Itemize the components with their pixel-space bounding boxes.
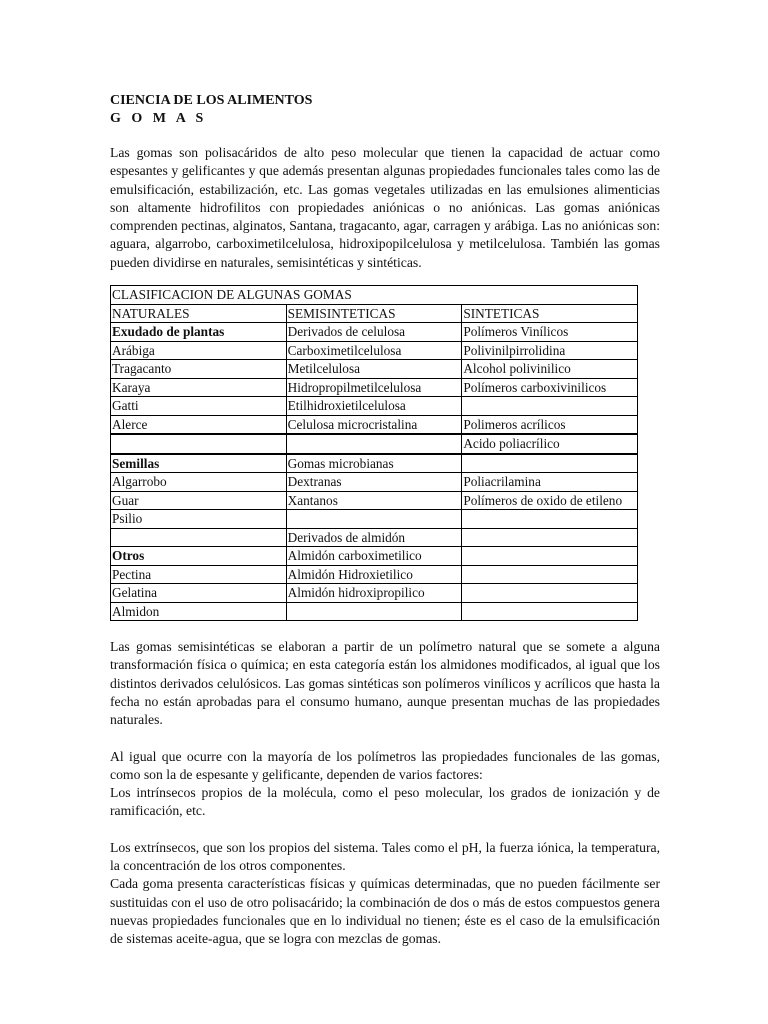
table-header-row [111, 304, 638, 323]
table-row [111, 323, 638, 342]
table-cell: Acido poliacrílico [462, 434, 638, 454]
table-cell [462, 565, 638, 584]
table-row [111, 341, 638, 360]
table-cell: Almidón carboximetilico [286, 547, 462, 566]
table-row [111, 473, 638, 492]
document-page [110, 92, 660, 949]
table-cell [286, 510, 462, 529]
table-cell [286, 434, 462, 454]
table-row [111, 528, 638, 547]
table-cell: Metilcelulosa [286, 360, 462, 379]
table-row [111, 510, 638, 529]
table-cell: Tragacanto [111, 360, 287, 379]
document-title: CIENCIA DE LOS ALIMENTOS [110, 93, 313, 108]
table-cell: Arábiga [111, 341, 287, 360]
paragraph-extrinsic: Los extrínsecos, que son los propios del sistema. Tales como el pH, la fuerza iónica, la temperatura, la concentración de los otros componentes. [110, 839, 660, 874]
table-cell: Karaya [111, 378, 287, 397]
table-cell: Polímeros carboxivinilicos [462, 378, 638, 397]
paragraph-intrinsic: Los intrínsecos propios de la molécula, como el peso molecular, los grados de ionización y de ramificación, etc. [110, 785, 660, 819]
table-cell: Gatti [111, 397, 287, 416]
table-cell: Hidropropilmetilcelulosa [286, 378, 462, 397]
table-row [111, 378, 638, 397]
table-cell: Polímeros Vinílicos [462, 323, 638, 342]
table-cell [111, 434, 287, 454]
paragraph-gap [110, 821, 660, 839]
table-cell: Carboximetilcelulosa [286, 341, 462, 360]
table-cell [462, 528, 638, 547]
gums-classification-table [110, 285, 638, 621]
table-cell [462, 547, 638, 566]
table-cell: Gomas microbianas [286, 454, 462, 473]
table-cell: Xantanos [286, 491, 462, 510]
header-naturales: NATURALES [111, 304, 287, 323]
table-row [111, 415, 638, 434]
table-cell: Derivados de almidón [286, 528, 462, 547]
header-sinteticas: SINTETICAS [462, 304, 638, 323]
table-cell [462, 397, 638, 416]
table-cell: Dextranas [286, 473, 462, 492]
table-row [111, 434, 638, 454]
table-row [111, 602, 638, 621]
table-cell: Etilhidroxietilcelulosa [286, 397, 462, 416]
table-row [111, 397, 638, 416]
paragraph-combination: Cada goma presenta características físicas y químicas determinadas, que no pueden fácilmente ser sustituidas con el uso de otro polisacárido; la combinación de dos o más de estos compuestos genera nuevas propiedades funcionales que en lo individual no tienen; éste es el caso de la emulsificación de sistemas aceite-agua, que se logra con mezclas de gomas. [110, 876, 660, 947]
table-cell: Pectina [111, 565, 287, 584]
table-row [111, 491, 638, 510]
table-cell: Alerce [111, 415, 287, 434]
table-cell: Otros [111, 547, 287, 566]
table-row [111, 565, 638, 584]
table-cell: Psilio [111, 510, 287, 529]
table-cell: Polimeros acrílicos [462, 415, 638, 434]
table-cell [462, 510, 638, 529]
table-title: CLASIFICACION DE ALGUNAS GOMAS [111, 286, 638, 305]
table-cell: Almidón hidroxipropilico [286, 584, 462, 603]
header-semisinteticas: SEMISINTETICAS [286, 304, 462, 323]
table-cell: Almidon [111, 602, 287, 621]
table-cell: Polímeros de oxido de etileno [462, 491, 638, 510]
table-cell: Alcohol polivinilico [462, 360, 638, 379]
intro-paragraph: Las gomas son polisacáridos de alto peso molecular que tienen la capacidad de actuar como espesantes y gelificantes y que además presentan algunas propiedades funcionales tales como las de emulsificación, estabilización, etc. Las gomas vegetales utilizadas en las emulsiones alimenticias son altamente hidrofilitos con propiedades aniónicas o no aniónicas. Las gomas aniónicas comprenden pectinas, alginatos, Santana, tragacanto, agar, carragen y arábiga. Las no aniónicas son: aguara, algarrobo, carboximetilcelulosa, hidroxipopilcelulosa y metilcelulosa. También las gomas pueden dividirse en naturales, semisintéticas y sintéticas. [110, 145, 660, 270]
table-cell: Almidón Hidroxietilico [286, 565, 462, 584]
table-row [111, 584, 638, 603]
table-cell [286, 602, 462, 621]
table-cell: Semillas [111, 454, 287, 473]
table-row [111, 360, 638, 379]
table-cell [111, 528, 287, 547]
table-cell: Gelatina [111, 584, 287, 603]
table-cell: Algarrobo [111, 473, 287, 492]
document-subtitle: G O M A S [110, 111, 207, 126]
paragraph-gap [110, 730, 660, 748]
table-cell [462, 454, 638, 473]
table-cell: Celulosa microcristalina [286, 415, 462, 434]
table-cell [462, 584, 638, 603]
paragraph-functional-properties: Al igual que ocurre con la mayoría de los polímetros las propiedades funcionales de las gomas, como son la de espesante y gelificante, dependen de varios factores: [110, 748, 660, 782]
table-row [111, 547, 638, 566]
table-cell: Derivados de celulosa [286, 323, 462, 342]
table-row [111, 454, 638, 473]
paragraph-semisynthetic: Las gomas semisintéticas se elaboran a partir de un polímetro natural que se somete a alguna transformación física o química; en esta categoría están los almidones modificados, al igual que los distintos derivados celulósicos. Las gomas sintéticas son polímeros vinílicos y acrílicos que hasta la fecha no están aprobadas para el consumo humano, aunque presentan muchas de las propiedades naturales. [110, 639, 660, 728]
table-cell: Guar [111, 491, 287, 510]
table-title-row [111, 286, 638, 305]
table-cell: Poliacrilamina [462, 473, 638, 492]
table-cell [462, 602, 638, 621]
table-cell: Exudado de plantas [111, 323, 287, 342]
table-cell: Polivinilpirrolidina [462, 341, 638, 360]
